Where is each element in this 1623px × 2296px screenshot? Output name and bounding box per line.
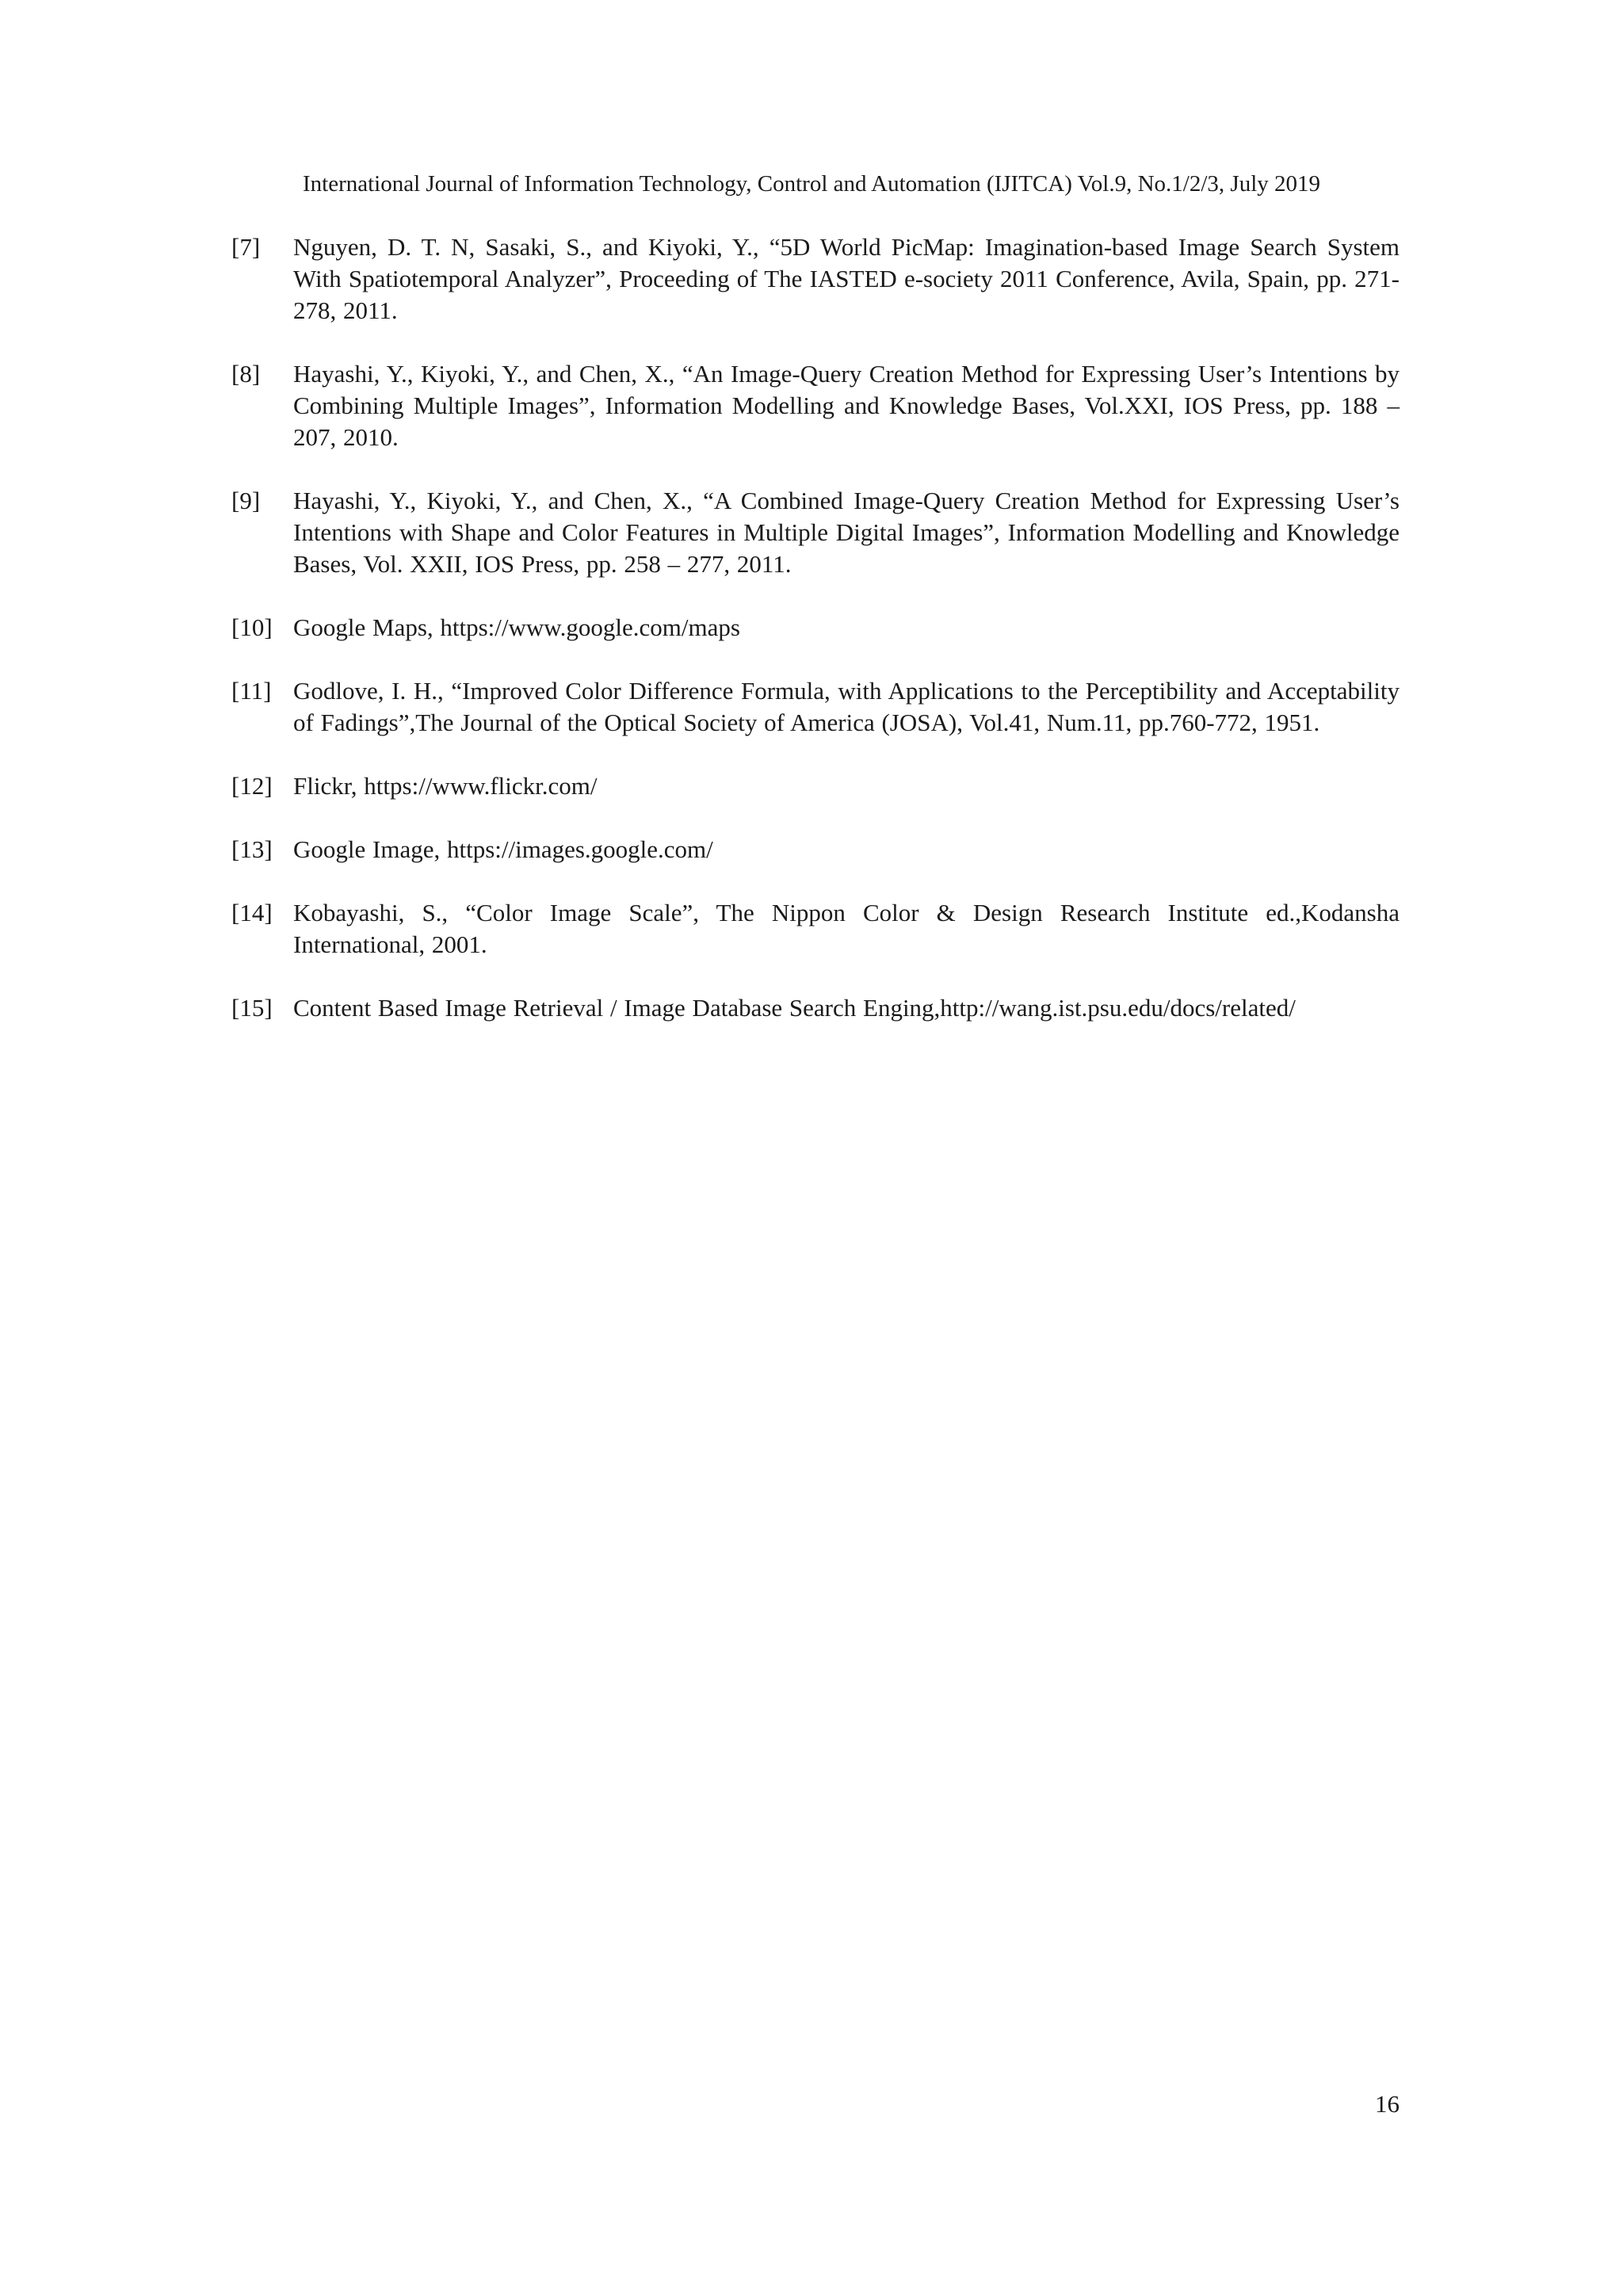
reference-item [231, 834, 1400, 865]
reference-item [231, 485, 1400, 580]
reference-item [231, 897, 1400, 961]
reference-number: [8] [231, 360, 261, 388]
reference-text: Google Maps, https://www.google.com/maps [293, 613, 740, 641]
reference-text: Content Based Image Retrieval / Image Database Search Enging,http://wang.ist.psu.edu/docs/related/ [293, 994, 1296, 1022]
reference-number: [15] [231, 994, 273, 1022]
reference-text: Hayashi, Y., Kiyoki, Y., and Chen, X., “A Combined Image-Query Creation Method for Expressing User’s Intentions with Shape and Color Features in Multiple Digital Images”, Information Modelling and Knowledge Bases, Vol. XXII, IOS Press, pp. 258 – 277, 2011. [293, 487, 1400, 578]
reference-number: [11] [231, 677, 272, 705]
reference-text: Nguyen, D. T. N, Sasaki, S., and Kiyoki, Y., “5D World PicMap: Imagination-based Image Search System With Spatiotemporal Analyzer”, Proceeding of The IASTED e-society 2011 Conference, Avila, Spain, pp. 271- 278, 2011. [293, 233, 1400, 324]
reference-text: Flickr, https://www.flickr.com/ [293, 772, 598, 800]
reference-number: [7] [231, 233, 261, 261]
reference-text: Hayashi, Y., Kiyoki, Y., and Chen, X., “An Image-Query Creation Method for Expressing User’s Intentions by Combining Multiple Images”, Information Modelling and Knowledge Bases, Vol.XXI, IOS Press, pp. 188 – 207, 2010. [293, 360, 1400, 451]
reference-text: Kobayashi, S., “Color Image Scale”, The Nippon Color & Design Research Institute ed.,Kodansha International, 2001. [293, 899, 1400, 958]
running-header: International Journal of Information Technology, Control and Automation (IJITCA) Vol.9, No.1/2/3, July 2019 [302, 171, 1320, 197]
reference-number: [9] [231, 487, 261, 514]
reference-number: [10] [231, 613, 273, 641]
reference-number: [14] [231, 899, 273, 926]
reference-text: Google Image, https://images.google.com/ [293, 835, 713, 863]
reference-number: [12] [231, 772, 273, 800]
page-number: 16 [1375, 2090, 1400, 2118]
reference-number: [13] [231, 835, 273, 863]
reference-item [231, 992, 1400, 1024]
reference-text: Godlove, I. H., “Improved Color Difference Formula, with Applications to the Perceptibility and Acceptability of Fadings”,The Journal of the Optical Society of America (JOSA), Vol.41, Num.11, pp.760-772, 1951. [293, 677, 1400, 736]
reference-item [231, 770, 1400, 802]
reference-item [231, 675, 1400, 739]
reference-item [231, 358, 1400, 453]
reference-item [231, 231, 1400, 327]
reference-item [231, 612, 1400, 644]
reference-list [231, 231, 1400, 1056]
